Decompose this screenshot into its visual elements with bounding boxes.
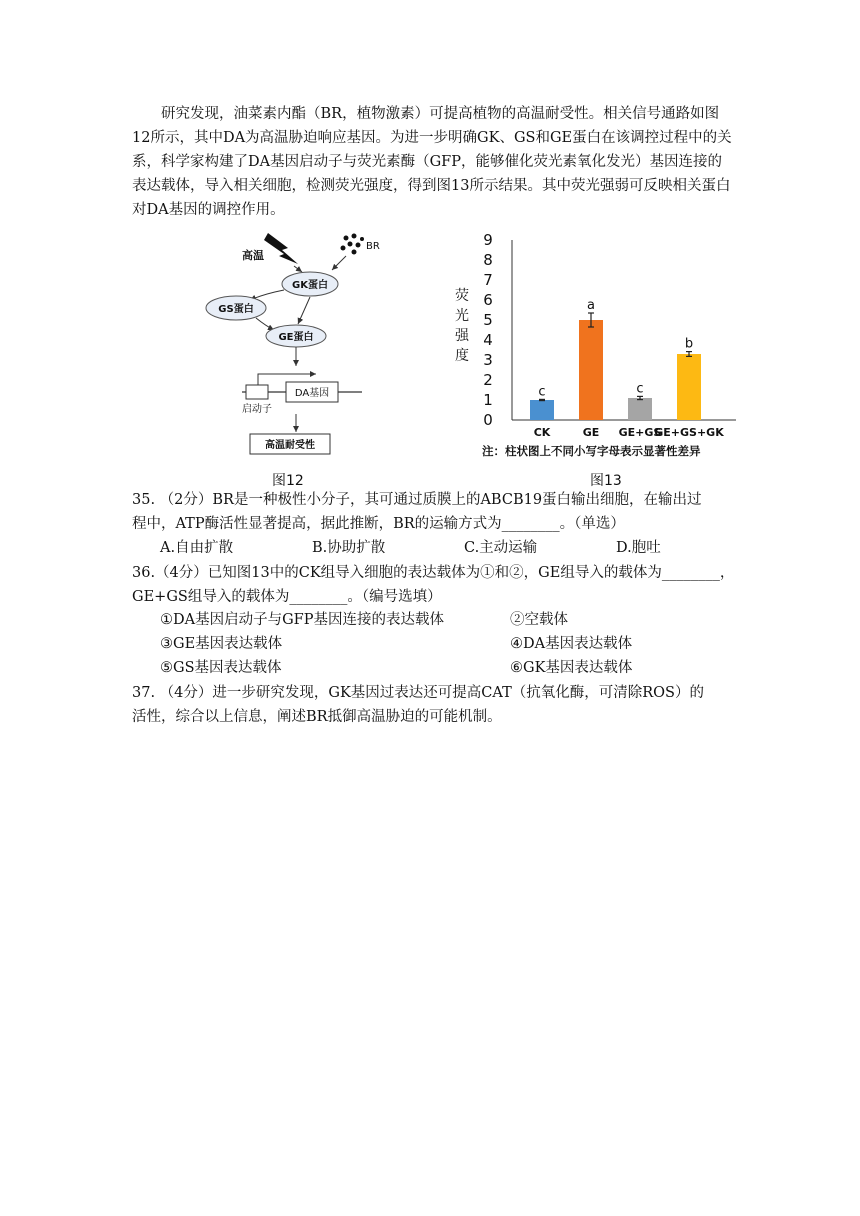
y-label-char: 强: [455, 328, 469, 344]
y-tick-label: 3: [483, 351, 493, 369]
figure-12-diagram: [218, 228, 380, 478]
y-axis-label: [455, 287, 470, 364]
br-molecules-icon: [341, 234, 365, 255]
chart-note: 注：柱状图上不同小写字母表示显著性差异: [482, 444, 701, 458]
label-gk: GK蛋白: [292, 280, 328, 291]
x-category-label: GE+GS+GK: [654, 426, 724, 439]
y-tick-label: 1: [483, 391, 493, 409]
label-br: BR: [366, 241, 380, 252]
q37-line-2: 活性，综合以上信息，阐述BR抵御高温胁迫的可能机制。: [132, 709, 502, 725]
y-tick-label: 6: [483, 291, 493, 309]
significance-letter: c: [538, 384, 546, 400]
q35-line-1: 35. （2分）BR是一种极性小分子，其可通过质膜上的ABCB19蛋白输出细胞，在输出过: [132, 492, 702, 508]
pathway-svg: [218, 228, 380, 478]
bar: [677, 354, 701, 420]
label-tolerance: 高温耐受性: [265, 440, 315, 451]
q35-option-c: C.主动运输: [464, 540, 538, 556]
y-tick-label: 7: [483, 271, 493, 289]
label-da-gene: DA基因: [294, 388, 330, 399]
y-tick-label: 9: [483, 231, 493, 249]
y-tick-label: 2: [483, 371, 493, 389]
label-ge: GE蛋白: [278, 332, 314, 343]
x-category-label: CK: [533, 426, 551, 439]
significance-letter: a: [587, 298, 595, 313]
bar-chart-svg: [440, 228, 740, 468]
intro-paragraph: 研究发现，油菜素内酯（BR，植物激素）可提高植物的高温耐受性。相关信号通路如图12所示，其中DA为高温胁迫响应基因。为进一步明确GK、GS和GE蛋白在该调控过程中的关系，科学家构建了DA基因启动子与荧光素酶（GFP，能够催化荧光素氧化发光）基因连接的表达载体，导入相关细胞，检测荧光强度，得到图13所示结果。其中荧光强弱可反映相关蛋白对DA基因的调控作用。: [132, 106, 732, 218]
y-label-char: 度: [455, 348, 469, 364]
y-tick-label: 5: [483, 311, 493, 329]
label-promoter: 启动子: [242, 404, 272, 415]
y-tick-label: 8: [483, 251, 493, 269]
significance-letter: b: [684, 336, 694, 352]
y-tick-label: 0: [483, 411, 493, 429]
q36-line-2: GE+GS组导入的载体为________。（编号选填）: [132, 589, 442, 605]
q35-line-2: 程中，ATP酶活性显著提高，据此推断，BR的运输方式为________。（单选）: [132, 516, 625, 532]
figure-13-chart: [440, 228, 740, 468]
figure-12-caption: 图12: [272, 473, 304, 489]
q36-option-4: ④DA基因表达载体: [510, 636, 633, 652]
bar: [530, 400, 554, 420]
q36-option-5: ⑤GS基因表达载体: [160, 660, 282, 676]
label-gs: GS蛋白: [218, 304, 254, 315]
x-category-label: GE: [582, 426, 600, 439]
label-high-temp: 高温: [242, 249, 264, 262]
q35-option-d: D.胞吐: [616, 540, 661, 556]
bar: [628, 398, 652, 420]
q35-option-a: A.自由扩散: [160, 540, 234, 556]
q36-option-6: ⑥GK基因表达载体: [510, 660, 633, 676]
y-label-char: 光: [455, 308, 469, 324]
q35-option-b: B.协助扩散: [312, 540, 386, 556]
q37-line-1: 37. （4分）进一步研究发现，GK基因过表达还可提高CAT（抗氧化酶，可清除ROS）的: [132, 685, 704, 701]
lightning-icon: [264, 233, 298, 264]
promoter-box: [246, 385, 268, 399]
q36-option-2: ②空载体: [510, 612, 568, 628]
significance-letter: c: [636, 381, 644, 397]
q36-line-1: 36.（4分）已知图13中的CK组导入细胞的表达载体为①和②，GE组导入的载体为________，: [132, 565, 735, 581]
bar: [579, 320, 603, 420]
y-tick-label: 4: [483, 331, 493, 349]
figure-13-caption: 图13: [590, 473, 622, 489]
q36-option-3: ③GE基因表达载体: [160, 636, 283, 652]
x-category-label: GE+GS: [618, 426, 662, 439]
y-label-char: 荧: [455, 288, 469, 304]
q36-option-1: ①DA基因启动子与GFP基因连接的表达载体: [160, 612, 444, 628]
